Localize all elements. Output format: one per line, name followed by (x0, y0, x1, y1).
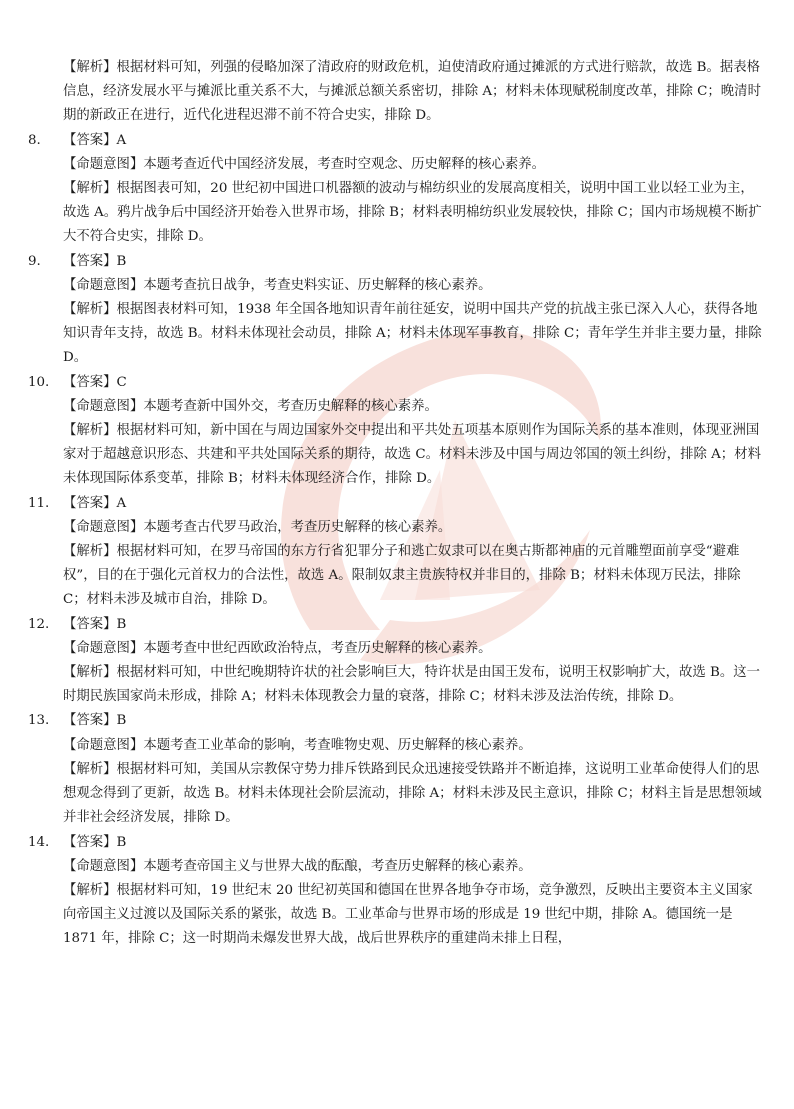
question-number: 10. (28, 374, 50, 390)
intent-line: 【命题意图】本题考查古代罗马政治，考查历史解释的核心素养。 (63, 519, 452, 535)
analysis-text: 【解析】根据材料可知，美国从宗教保守势力排斥铁路到民众迅速接受铁路并不断追捧，这说明工业革命使得人们的思想观念得到了更新，故选 B。材料未体现社会阶层流动，排除 A；材料未涉及民主意识，排除 C；材料主旨是思想领域并非社会经济发展，排除 D。 (63, 761, 762, 826)
answer-line: 【答案】B (63, 713, 127, 729)
question-item-10 (28, 371, 764, 492)
question-number: 8. (28, 132, 41, 148)
intent-line: 【命题意图】本题考查工业革命的影响，考查唯物史观、历史解释的核心素养。 (63, 737, 532, 753)
analysis-text: 【解析】根据图表材料可知，1938 年全国各地知识青年前往延安，说明中国共产党的抗战主张已深入人心，获得各地知识青年支持，故选 B。材料未体现社会动员，排除 A；材料未体现军事教育，排除 C；青年学生并非主要力量，排除 D。 (63, 302, 762, 366)
intent-line: 【命题意图】本题考查新中国外交，考查历史解释的核心素养。 (63, 398, 438, 414)
question-item-8 (28, 129, 764, 250)
question-number: 12. (28, 616, 50, 632)
answer-line: 【答案】A (63, 132, 127, 148)
analysis-text: 【解析】根据图表可知，20 世纪初中国进口机器额的波动与棉纺织业的发展高度相关，说明中国工业以轻工业为主，故选 A。鸦片战争后中国经济开始卷入世界市场，排除 B；材料表明棉纺织业发展较快，排除 C；国内市场规模不断扩大不符合史实，排除 D。 (63, 181, 762, 245)
intent-line: 【命题意图】本题考查帝国主义与世界大战的酝酿，考查历史解释的核心素养。 (63, 858, 532, 874)
answer-line: 【答案】B (63, 616, 127, 632)
question-item-13 (28, 709, 764, 830)
intent-line: 【命题意图】本题考查近代中国经济发展，考查时空观念、历史解释的核心素养。 (63, 156, 546, 172)
intro-analysis: 【解析】根据材料可知，列强的侵略加深了清政府的财政危机，迫使清政府通过摊派的方式进行赔款，故选 B。据表格信息，经济发展水平与摊派比重关系不大，与摊派总额关系密切，排除 A；材料未体现赋税制度改革，排除 C；晚清时期的新政正在进行，近代化进程迟滞不前不符合史实，排除 D。 (63, 60, 761, 124)
question-number: 9. (28, 253, 41, 269)
answer-line: 【答案】B (63, 253, 127, 269)
question-number: 14. (28, 834, 50, 850)
intent-line: 【命题意图】本题考查中世纪西欧政治特点，考查历史解释的核心素养。 (63, 640, 492, 656)
answer-line: 【答案】C (63, 374, 127, 390)
analysis-text: 【解析】根据材料可知，19 世纪末 20 世纪初英国和德国在世界各地争夺市场，竞争激烈，反映出主要资本主义国家向帝国主义过渡以及国际关系的紧张，故选 B。工业革命与世界市场的形成是 19 世纪中期，排除 A。德国统一是 1871 年，排除 C；这一时期尚未爆发世界大战，战后世界秩序的重建尚未排上日程， (63, 882, 753, 947)
analysis-text: 【解析】根据材料可知，中世纪晚期特许状的社会影响巨大，特许状是由国王发布，说明王权影响扩大，故选 B。这一时期民族国家尚未形成，排除 A；材料未体现教会力量的衰落，排除 C；材料未涉及法治传统，排除 D。 (63, 665, 761, 705)
question-number: 11. (28, 495, 50, 511)
answer-line: 【答案】A (63, 495, 127, 511)
question-item-14 (28, 831, 764, 952)
analysis-text: 【解析】根据材料可知，新中国在与周边国家外交中提出和平共处五项基本原则作为国际关系的基本准则，体现亚洲国家对于超越意识形态、共建和平共处国际关系的期待，故选 C。材料未涉及中国与周边邻国的领土纠纷，排除 A；材料未体现国际体系变革，排除 B；材料未体现经济合作，排除 D。 (63, 423, 761, 487)
question-item-9 (28, 250, 764, 371)
question-number: 13. (28, 713, 50, 729)
question-item-11 (28, 492, 764, 613)
intent-line: 【命题意图】本题考查抗日战争，考查史料实证、历史解释的核心素养。 (63, 277, 492, 293)
answer-line: 【答案】B (63, 834, 127, 850)
analysis-text: 【解析】根据材料可知，在罗马帝国的东方行省犯罪分子和逃亡奴隶可以在奥古斯都神庙的元首雕塑面前享受“避难权”，目的在于强化元首权力的合法性，故选 A。限制奴隶主贵族特权并非目的，排除 B；材料未体现万民法，排除 C；材料未涉及城市自治，排除 D。 (63, 544, 741, 608)
question-item-12 (28, 613, 764, 710)
